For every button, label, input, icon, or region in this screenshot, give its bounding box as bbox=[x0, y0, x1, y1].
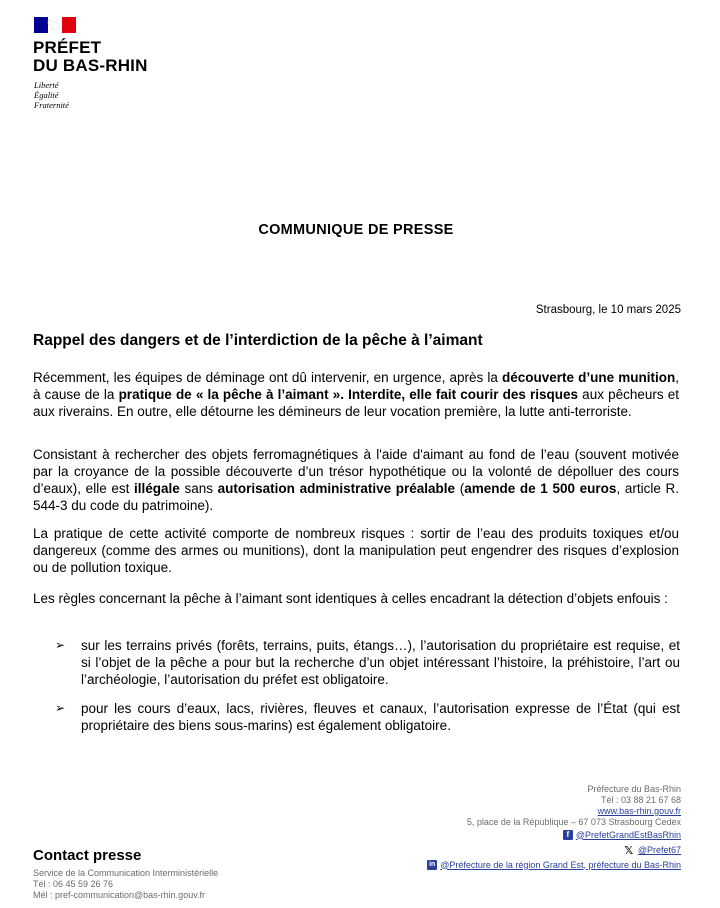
footer-x-row bbox=[623, 845, 681, 857]
paragraph-3: La pratique de cette activité comporte de nombreux risques : sortir de l’eau des produits toxiques et/ou dangereux (comme des armes ou munitions), dont la manipulation peut engendrer des risques d’explosion ou de pollution toxique. bbox=[33, 526, 679, 575]
facebook-link[interactable]: @PrefetGrandEstBasRhin bbox=[575, 829, 681, 840]
paragraph-1 bbox=[33, 369, 679, 420]
arrow-bullet-icon: ➢ bbox=[55, 638, 66, 652]
republic-flag-logo bbox=[34, 17, 76, 33]
prefet-line-2: DU BAS-RHIN bbox=[33, 56, 148, 75]
p1-bold-d: pratique de « la pêche à l’aimant ». Interdite, elle fait courir des risques bbox=[118, 387, 579, 402]
x-link[interactable]: @Prefet67 bbox=[637, 845, 681, 855]
bullet-text: sur les terrains privés (forêts, terrains, puits, étangs…), l’autorisation du propriétaire est requise, et si l’objet de la pêche a pour but la recherche d’un objet intéressant l’histoire, la préhistoire, l’art ou l’archéologie, l’autorisation du préfet est obligatoire. bbox=[81, 638, 680, 687]
linkedin-icon: in bbox=[429, 861, 436, 868]
footer-linkedin-row bbox=[427, 858, 681, 871]
contact-service: Service de la Communication Interministérielle bbox=[33, 868, 219, 878]
prefet-title bbox=[33, 39, 148, 75]
contact-phone: Tél : 06 45 59 26 76 bbox=[33, 879, 114, 889]
bullet-item-waterways bbox=[55, 700, 680, 734]
p1-text-a: Récemment, les équipes de déminage ont dû intervenir, en urgence, après la bbox=[33, 370, 502, 385]
press-headline: Rappel des dangers et de l’interdiction de la pêche à l’aimant bbox=[33, 332, 483, 349]
motto-egalite: Égalité bbox=[34, 90, 59, 100]
motto-fraternite: Fraternité bbox=[34, 100, 69, 110]
bullet-text: pour les cours d’eaux, lacs, rivières, fleuves et canaux, l’autorisation expresse de l’État (qui est propriétaire des biens sous-marins) est également obligatoire. bbox=[81, 701, 680, 733]
facebook-icon: f bbox=[563, 830, 573, 840]
footer-website-row bbox=[598, 806, 681, 817]
p1-text-e: aux pêcheurs et aux riverains. En outre, elle détourne les démineurs de leur vocation première, la lutte anti-terroriste. bbox=[33, 387, 679, 419]
p2-bold-b: illégale bbox=[134, 481, 180, 496]
paragraph-4: Les règles concernant la pêche à l’aimant sont identiques à celles encadrant la détection d’objets enfouis : bbox=[33, 591, 668, 606]
p2-text-e: ( bbox=[455, 481, 465, 496]
bullet-item-private-land bbox=[55, 637, 680, 688]
p2-text-g: , article R. 544-3 du code du patrimoine). bbox=[33, 481, 679, 513]
x-icon: 𝕏 bbox=[624, 844, 634, 857]
press-date: Strasbourg, le 10 mars 2025 bbox=[535, 304, 681, 316]
communique-title: COMMUNIQUE DE PRESSE bbox=[258, 222, 454, 238]
p2-bold-d: autorisation administrative préalable bbox=[217, 481, 456, 496]
p2-text-c: sans bbox=[179, 481, 218, 496]
website-link[interactable]: www.bas-rhin.gouv.fr bbox=[597, 806, 681, 816]
p2-bold-f: amende de 1 500 euros bbox=[464, 481, 617, 496]
footer-phone: Tél : 03 88 21 67 68 bbox=[600, 795, 681, 805]
footer-address: 5, place de la République – 67 073 Strasbourg Cedex bbox=[466, 817, 681, 827]
p1-text-c: , à cause de la bbox=[33, 370, 680, 402]
linkedin-link[interactable]: @Préfecture de la région Grand Est, préfecture du Bas-Rhin bbox=[440, 859, 681, 870]
prefet-line-1: PRÉFET bbox=[33, 38, 102, 57]
footer-facebook-row bbox=[563, 829, 681, 841]
paragraph-2 bbox=[33, 446, 679, 514]
motto-liberte: Liberté bbox=[34, 80, 59, 90]
footer-org: Préfecture du Bas-Rhin bbox=[587, 784, 681, 794]
republic-motto bbox=[34, 80, 69, 110]
contact-email: Mél : pref-communication@bas-rhin.gouv.fr bbox=[33, 890, 206, 900]
arrow-bullet-icon: ➢ bbox=[55, 701, 66, 715]
contact-title: Contact presse bbox=[33, 847, 142, 864]
p2-text-a: Consistant à rechercher des objets ferromagnétiques à l'aide d'aimant au fond de l’eau (souvent motivée par la croyance de la possible découverte d’un trésor hypothétique ou la volonté de dépolluer des cours d’eaux), elle est bbox=[33, 447, 679, 496]
p1-bold-b: découverte d’une munition bbox=[501, 370, 676, 385]
